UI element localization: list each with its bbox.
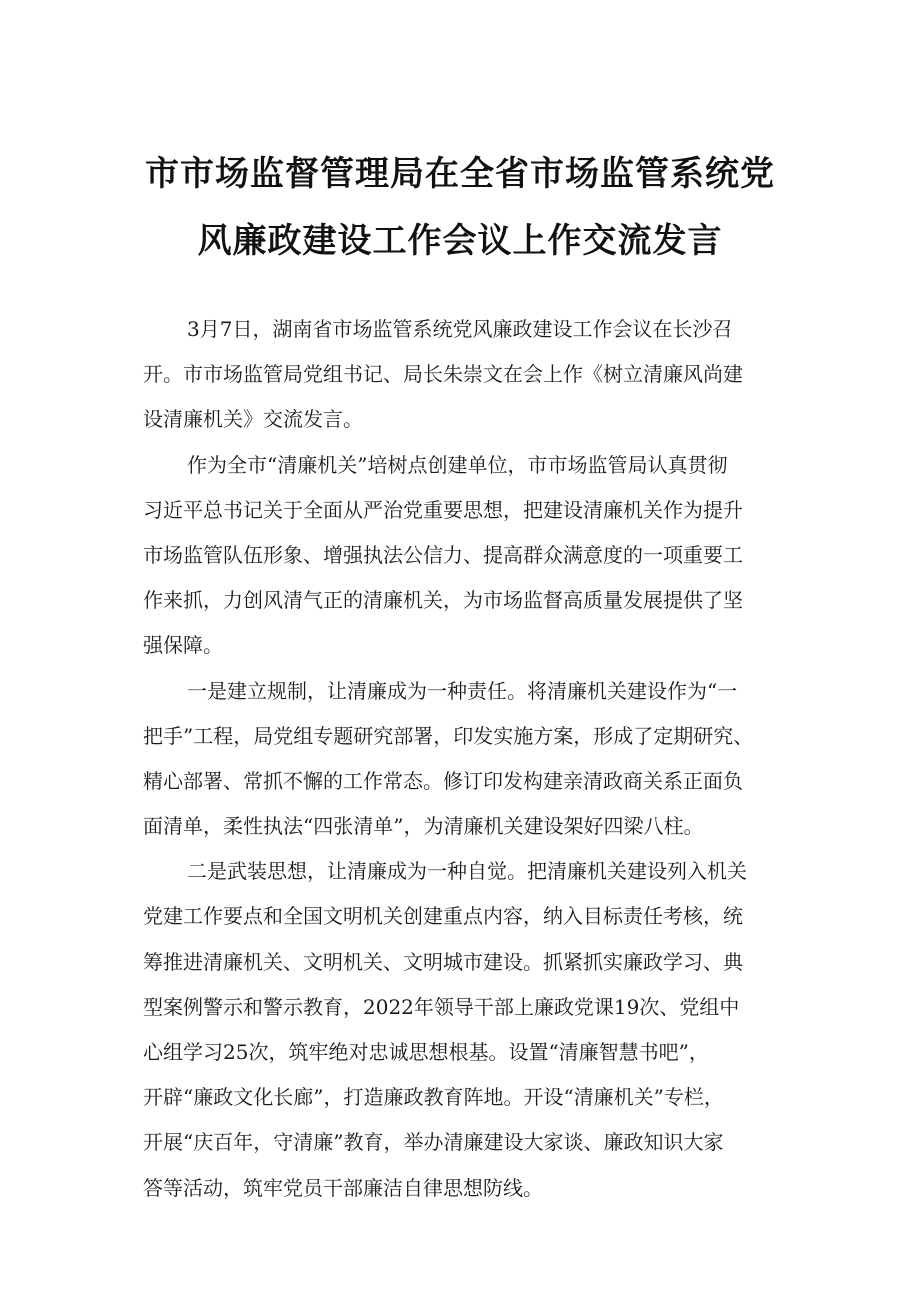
document-title-line-2: 风廉政建设工作会议上作交流发言 [197,221,723,261]
text-line: 二是武装思想，让清廉成为一种自觉。把清廉机关建设列入机关 [187,859,747,884]
text-line: 设清廉机关》交流发言。 [143,407,363,432]
text-line: 开辟“廉政文化长廊”，打造廉政教育阵地。开设“清廉机关”专栏， [143,1085,724,1110]
text-line: 精心部署、常抓不懈的工作常态。修订印发构建亲清政商关系正面负 [143,768,743,793]
paragraph-intro [143,307,783,443]
text-line: 习近平总书记关于全面从严治党重要思想，把建设清廉机关作为提升 [143,497,743,522]
document-body [143,307,783,1211]
text-line: 一是建立规制，让清廉成为一种责任。将清廉机关建设作为“一 [187,678,738,703]
text-line: 党建工作要点和全国文明机关创建重点内容，纳入目标责任考核，统 [143,904,743,929]
document-title-line-1: 市市场监督管理局在全省市场监管系统党 [145,154,775,194]
text-line: 作为全市“清廉机关”培树点创建单位，市市场监管局认真贯彻 [187,452,728,477]
text-line: 开展“庆百年，守清廉”教育，举办清廉建设大家谈、廉政知识大家 [143,1130,724,1155]
text-line: 筹推进清廉机关、文明机关、文明城市建设。抓紧抓实廉政学习、典 [143,949,743,974]
text-line: 答等活动，筑牢党员干部廉洁自律思想防线。 [143,1175,543,1200]
paragraph-point-one [143,669,783,850]
paragraph-overview [143,443,783,669]
text-line: 面清单，柔性执法“四张清单”，为清廉机关建设架好四梁八柱。 [143,814,704,839]
paragraph-point-two [143,849,783,1211]
text-line: 市场监管队伍形象、增强执法公信力、提高群众满意度的一项重要工 [143,542,743,567]
text-line: 3月7日，湖南省市场监管系统党风廉政建设工作会议在长沙召 [187,317,733,341]
text-line: 把手”工程，局党组专题研究部署，印发实施方案，形成了定期研究、 [143,723,754,748]
text-line: 强保障。 [143,633,223,658]
text-line: 型案例警示和警示教育，2022年领导干部上廉政党课19次、党组中 [143,994,740,1019]
text-line: 开。市市场监管局党组书记、局长朱崇文在会上作《树立清廉风尚建 [143,362,743,387]
text-line: 作来抓，力创风清气正的清廉机关，为市场监督高质量发展提供了坚 [143,588,743,613]
text-line: 心组学习25次，筑牢绝对忠诚思想根基。设置“清廉智慧书吧”， [143,1040,709,1064]
